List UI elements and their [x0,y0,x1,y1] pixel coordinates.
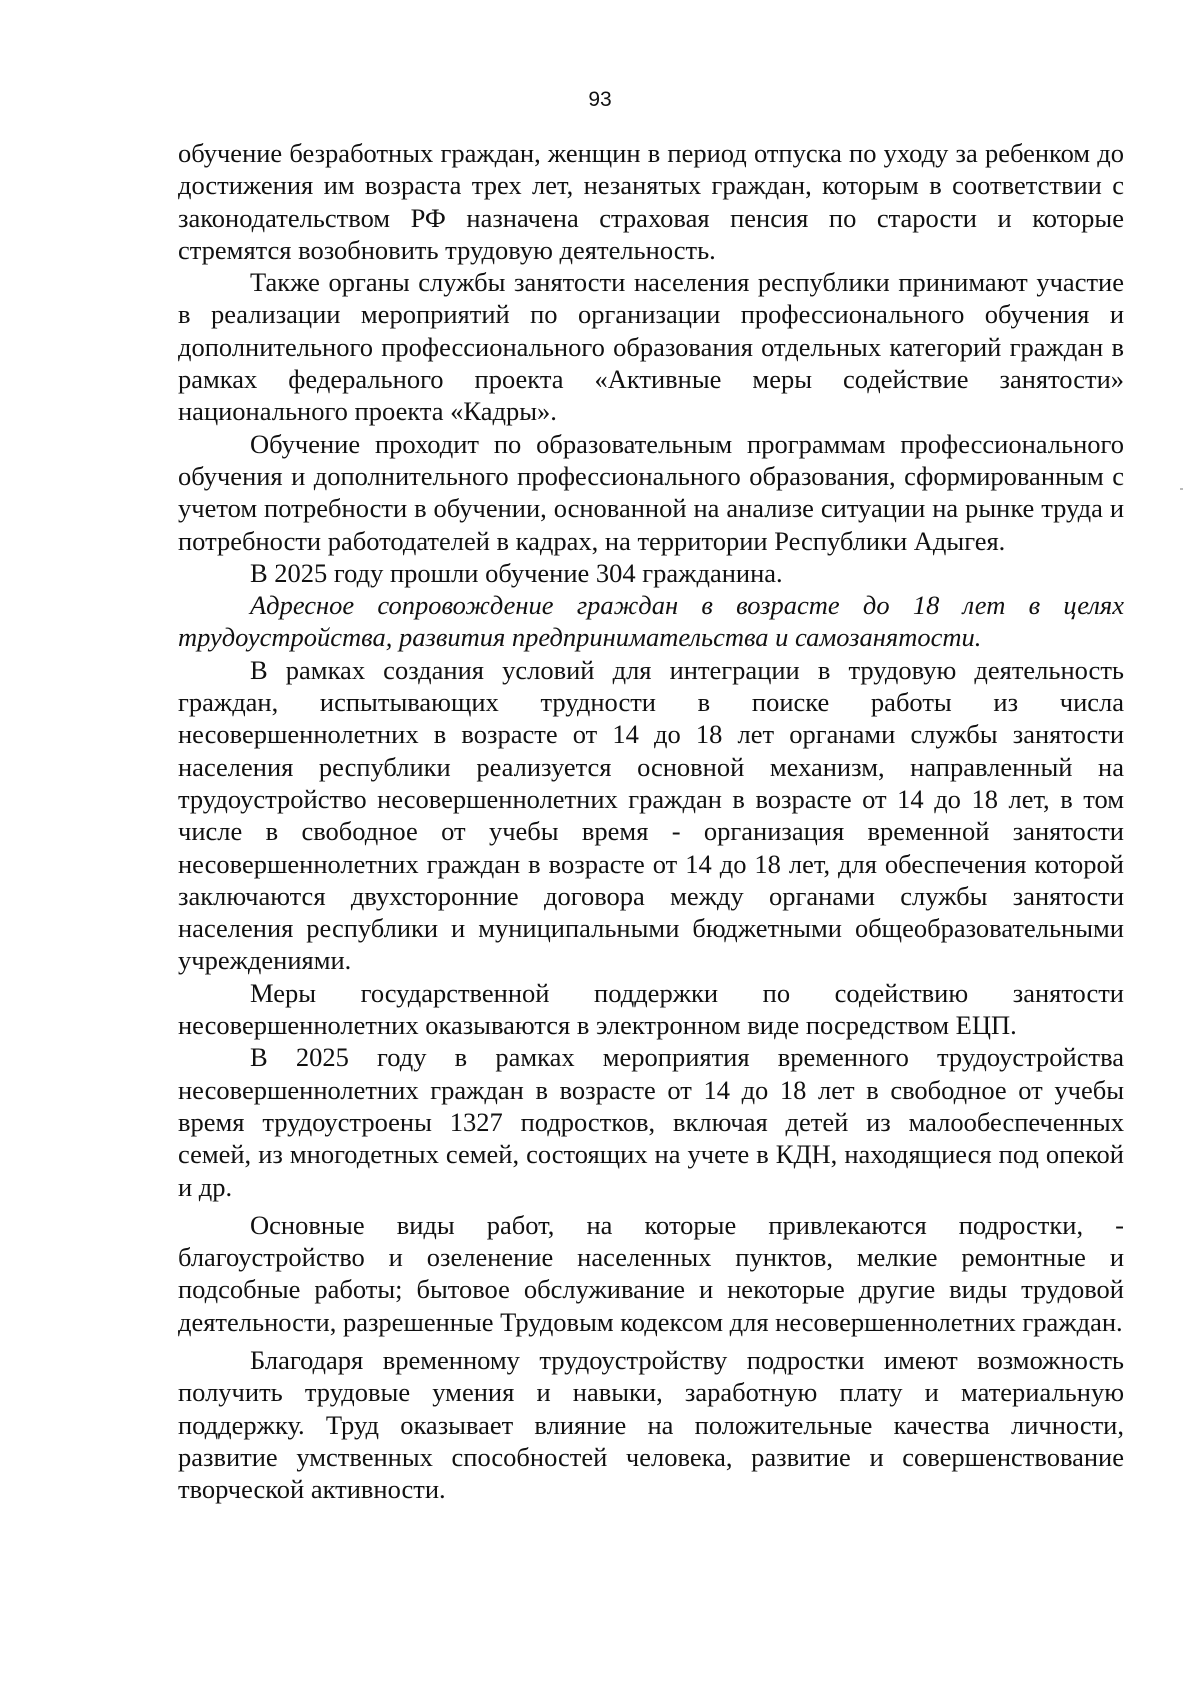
paragraph-integration-conditions: В рамках создания условий для интеграции в трудовую деятельность граждан, испытывающих трудности в поиске работы из числа несовершеннолетних в возрасте от 14 до 18 лет органами службы занятости населения республики реализуется основной механизм, направленный на трудоустройство несовершеннолетних граждан в возрасте от 14 до 18 лет, в том числе в свободное от учебы время - организация временной занятости несовершеннолетних граждан в возрасте от 14 до 18 лет, для обеспечения которой заключаются двухсторонние договора между органами службы занятости населения республики и муниципальными бюджетными общеобразовательными учреждениями. [178,654,1124,976]
paragraph-employment-services: Также органы службы занятости населения республики принимают участие в реализации мероприятий по организации профессионального обучения и дополнительного профессионального образования отдельных категорий граждан в рамках федерального проекта «Активные меры содействие занятости» национального проекта «Кадры». [178,267,1124,427]
paragraph-continuation: обучение безработных граждан, женщин в период отпуска по уходу за ребенком до достижения им возраста трех лет, незанятых граждан, которым в соответствии с законодательством РФ назначена страховая пенсия по старости и которые стремятся возобновить трудовую деятельность. [178,138,1124,265]
paragraph-benefits: Благодаря временному трудоустройству подростки имеют возможность получить трудовые умения и навыки, заработную плату и материальную поддержку. Труд оказывает влияние на положительные качества личности, развитие умственных способностей человека, развитие и совершенствование творческой активности. [178,1344,1124,1505]
paragraph-employed-teenagers: В 2025 году в рамках мероприятия временного трудоустройства несовершеннолетних граждан в возрасте от 14 до 18 лет в свободное от учебы время трудоустроены 1327 подростков, включая детей из малообеспеченных семей, из многодетных семей, состоящих на учете в КДН, находящиеся под опекой и др. [178,1042,1124,1202]
document-body [178,137,1124,1505]
page-number: 93 [588,88,612,111]
paragraph-state-support: Меры государственной поддержки по содействию занятости несовершеннолетних оказываются в электронном виде посредством ЕЦП. [178,977,1124,1041]
section-heading-youth-support: Адресное сопровождение граждан в возрасте до 18 лет в целях трудоустройства, развития предпринимательства и самозанятости. [178,590,1124,653]
paragraph-training-programs: Обучение проходит по образовательным программам профессионального обучения и дополнительного профессионального образования, сформированным с учетом потребности в обучении, основанной на анализе ситуации на рынке труда и потребности работодателей в кадрах, на территории Республики Адыгея. [178,428,1124,556]
paragraph-work-types: Основные виды работ, на которые привлекаются подростки, - благоустройство и озеленение населенных пунктов, мелкие ремонтные и подсобные работы; бытовое обслуживание и некоторые другие виды трудовой деятельности, разрешенные Трудовым кодексом для несовершеннолетних граждан. [178,1209,1124,1337]
paragraph-trained-count: В 2025 году прошли обучение 304 гражданина. [250,557,783,588]
scan-artifact [1180,488,1183,490]
